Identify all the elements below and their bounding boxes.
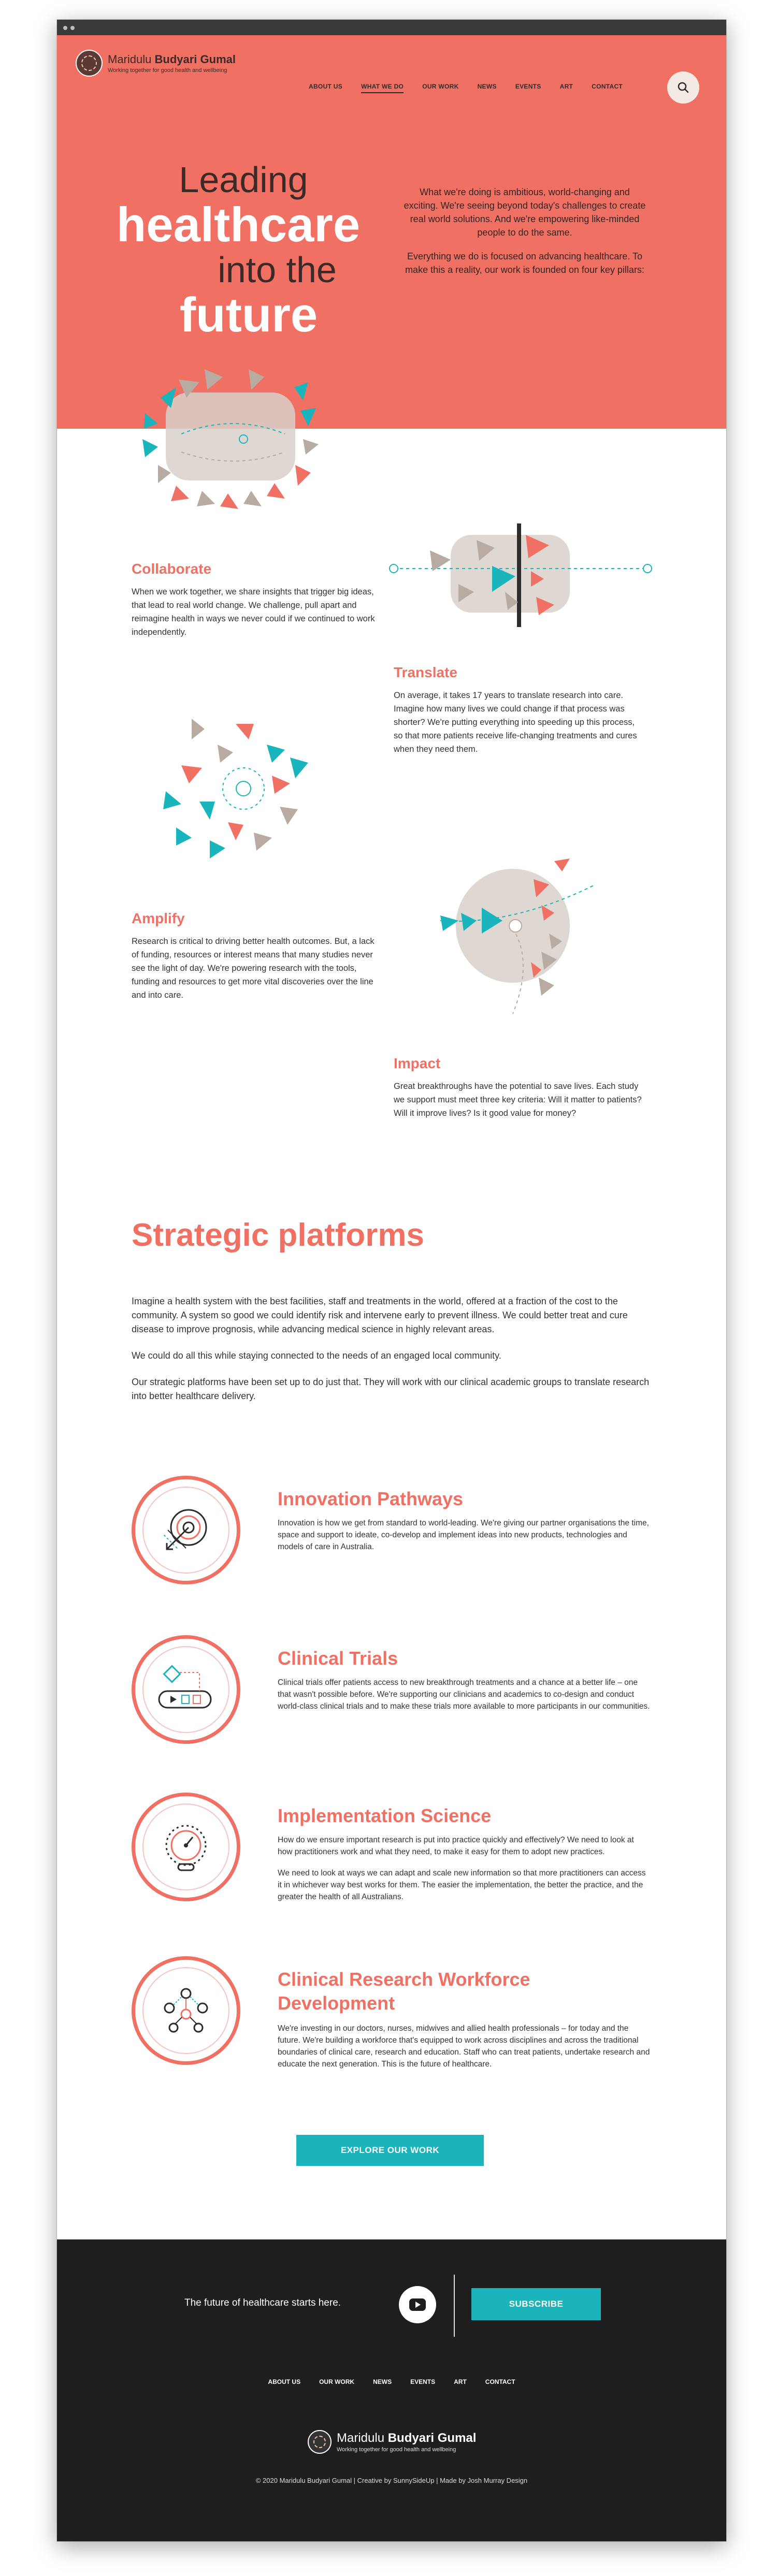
pillar-title: Translate: [394, 664, 457, 680]
hero-title: [88, 159, 388, 340]
platform-clinical-trials: [132, 1635, 650, 1754]
hero-intro: [403, 185, 646, 287]
pillar-text: On average, it takes 17 years to translate research into care. Imagine how many lives we could change if that process was shorter? We're putting everything into speeding up this process, so that more patients receive life-changing treatments and cures when they need them.: [394, 691, 637, 754]
window-dot: [70, 26, 75, 30]
platform-innovation-pathways: [132, 1476, 650, 1595]
window-dot: [63, 26, 67, 30]
trial-device-icon: [155, 1661, 217, 1718]
hero-title-line3: into the: [218, 250, 337, 290]
copyright-text: © 2020 Maridulu Budyari Gumal | Creative by SunnySideUp | Made by Josh Murray Design: [255, 2477, 528, 2484]
gauge-icon: [157, 1818, 214, 1875]
footer-nav-events[interactable]: EVENTS: [410, 2378, 436, 2385]
hero-title-line4: future: [179, 287, 318, 342]
pillar-text: When we work together, we share insights that trigger big ideas, that lead to real world change. We challenge, pull apart and reimagine health in ways we never could if we continued to work independently.: [132, 587, 375, 637]
pillar-title: Collaborate: [132, 561, 212, 577]
translate-illustration: [388, 514, 658, 638]
footer-nav-about-us[interactable]: ABOUT US: [268, 2378, 301, 2385]
people-network-icon: [155, 1982, 217, 2039]
footer-nav-news[interactable]: NEWS: [373, 2378, 392, 2385]
subscribe-button[interactable]: SUBSCRIBE: [471, 2288, 601, 2320]
nav-contact[interactable]: CONTACT: [592, 83, 623, 90]
pillar-text: Research is critical to driving better health outcomes. But, a lack of funding, resources or interest means that many studies never see the light of day. We're powering research with the tools, funding and resources to get more vital discoveries over the line and into care.: [132, 937, 375, 1000]
logo-tagline: Working together for good health and wellbeing: [337, 2447, 456, 2453]
platform-para: We need to look at ways we can adapt and scale new information so that more practitioners can access it in whichever way best works for them. The easier the implementation, the better the practice, and the greater the health of all Australians.: [278, 1869, 646, 1901]
hero-intro-para: Everything we do is focused on advancing healthcare. To make this a reality, our work is founded on four key pillars:: [405, 251, 644, 275]
explore-our-work-button[interactable]: EXPLORE OUR WORK: [296, 2135, 484, 2166]
logo-tagline: Working together for good health and wellbeing: [108, 67, 227, 74]
collaborate-illustration: [130, 361, 337, 527]
platform-title: Clinical Research Workforce Development: [278, 1969, 530, 2014]
subscribe-text: The future of healthcare starts here.: [184, 2297, 341, 2308]
platform-title: Clinical Trials: [278, 1648, 398, 1669]
footer-divider: [454, 2275, 455, 2337]
nav-about-us[interactable]: ABOUT US: [309, 83, 343, 90]
platform-implementation-science: [132, 1793, 650, 1927]
platform-para: Innovation is how we get from standard to world-leading. We're giving our partner organisations the time, space and support to ideate, co-develop and implement ideas into new products, technologies and models of care in Australia.: [278, 1519, 649, 1551]
footer-nav-art[interactable]: ART: [454, 2378, 467, 2385]
platform-title: Innovation Pathways: [278, 1488, 464, 1509]
platform-description: [278, 1517, 651, 1562]
pillar-text: Great breakthroughs have the potential to save lives. Each study we support must meet three key criteria: Will it matter to patients? Will it improve lives? Is it good value for money?: [394, 1082, 642, 1118]
logo-name: Maridulu Budyari Gumal: [108, 53, 236, 66]
footer-nav-contact[interactable]: CONTACT: [485, 2378, 515, 2385]
hero-title-line1: Leading: [179, 159, 308, 200]
logo-mark-icon: [76, 50, 103, 77]
target-icon: [157, 1502, 214, 1559]
strategic-platforms-heading: Strategic platforms: [132, 1217, 425, 1253]
footer-nav: [57, 2378, 726, 2385]
logo-name: Maridulu Budyari Gumal: [337, 2431, 477, 2445]
hero-title-line2: healthcare: [116, 197, 361, 252]
strategic-para: We could do all this while staying connected to the needs of an engaged local community.: [132, 1350, 501, 1361]
platform-icon-badge: [132, 1635, 240, 1744]
platform-icon-badge: [132, 1793, 240, 1901]
amplify-illustration: [161, 708, 326, 869]
platform-description: [278, 1677, 651, 1722]
site-logo[interactable]: [76, 50, 236, 77]
nav-news[interactable]: NEWS: [477, 83, 497, 90]
nav-what-we-do[interactable]: WHAT WE DO: [361, 83, 404, 93]
browser-window: [57, 20, 726, 2541]
logo-mark-icon: [308, 2430, 332, 2454]
search-button[interactable]: [667, 71, 699, 104]
platform-description: [278, 1834, 651, 1912]
search-icon: [677, 81, 689, 94]
strategic-platforms-intro: [132, 1294, 650, 1416]
youtube-button[interactable]: [399, 2286, 436, 2323]
nav-art[interactable]: ART: [559, 83, 573, 90]
footer-logo[interactable]: [308, 2430, 476, 2454]
strategic-para: Imagine a health system with the best facilities, staff and treatments in the world, offered at a fraction of the cost to the community. A system so good we could identify risk and intervene early to prevent illness. We could better treat and cure disease to improve prognosis, while advancing medical science in highly relevant areas.: [132, 1296, 628, 1334]
pillar-title: Impact: [394, 1055, 441, 1071]
impact-illustration: [420, 848, 648, 1040]
window-chrome: [57, 20, 726, 35]
nav-our-work[interactable]: OUR WORK: [422, 83, 459, 90]
footer-nav-our-work[interactable]: OUR WORK: [319, 2378, 355, 2385]
platform-para: How do we ensure important research is put into practice quickly and effectively? We need to look at how practitioners work and what they need, to make it easy for them to adopt new practices.: [278, 1836, 634, 1856]
pillar-title: Amplify: [132, 910, 185, 926]
platform-para: Clinical trials offer patients access to new breakthrough treatments and a chance at a better life – one that wasn't possible before. We're supporting our clinicians and academics to co-design and conduct world-class clinical trials and to make these trials more available to more participants in our communities.: [278, 1678, 650, 1711]
platform-description: [278, 2022, 651, 2079]
strategic-para: Our strategic platforms have been set up to do just that. They will work with our clinical academic groups to translate research into better healthcare delivery.: [132, 1377, 650, 1401]
platform-workforce-development: [132, 1956, 650, 2096]
main-nav: [309, 83, 641, 93]
site-footer: [57, 2239, 726, 2541]
platform-icon-badge: [132, 1956, 240, 2065]
platform-title: Implementation Science: [278, 1805, 492, 1826]
nav-events[interactable]: EVENTS: [515, 83, 541, 90]
youtube-icon: [409, 2298, 426, 2311]
platform-para: We're investing in our doctors, nurses, midwives and allied health professionals – for today and the future. We're building a workforce that's equipped to work across disciplines and across the traditional boundaries of clinical care, research and education. Staff who can treat patients, undertake research and educate the next generation. This is the future of healthcare.: [278, 2024, 650, 2069]
platform-icon-badge: [132, 1476, 240, 1584]
hero-intro-para: What we're doing is ambitious, world-changing and exciting. We're seeing beyond today's challenges to create real world solutions. And we're empowering like-minded people to do the same.: [404, 187, 646, 238]
